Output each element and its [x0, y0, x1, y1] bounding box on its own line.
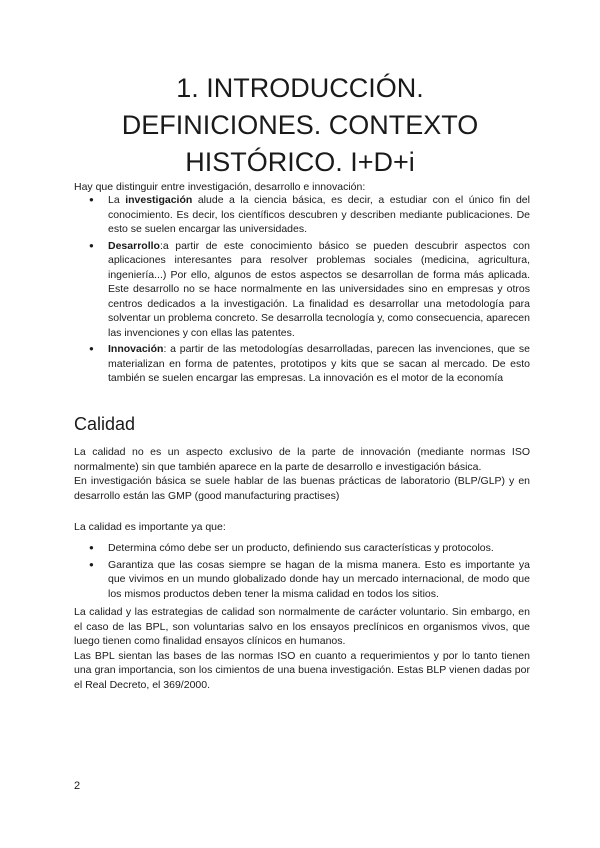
paragraph-text: La calidad y las estrategias de calidad son normalmente de carácter voluntario. Sin embargo, en el caso de las BPL, son voluntarias salvo en los ensayos preclínicos en organismos vivos, que luego tienen como finalidad ensayos clínicos en humanos.	[74, 606, 530, 647]
page-title	[74, 70, 526, 181]
paragraph-text: La calidad no es un aspecto exclusivo de la parte de innovación (mediante normas ISO normalmente) sin que también aparece en la parte de desarrollo e investigación básica.	[74, 446, 530, 473]
quality-paragraph-3	[74, 605, 530, 692]
page-number: 2	[74, 780, 81, 792]
definition-term: Innovación	[108, 343, 164, 355]
section-heading: Calidad	[74, 414, 136, 434]
title-line-1: 1. INTRODUCCIÓN.	[176, 73, 424, 103]
definition-text: : a partir de las metodologías desarrolladas, parecen las invenciones, que se materializan en forma de patentes, prototipos y kits que se sacan al mercado. De esto también se suelen encargar las empresas. La innovación es el motor de la economía	[108, 343, 530, 384]
list-item	[74, 342, 530, 386]
list-item: ● Garantiza que las cosas siempre se hagan de la misma manera. Esto es importante ya que vivimos en un mundo globalizado donde hay un mercado internacional, de modo que los mismos productos deben tener la misma calidad en todos los sitios.	[74, 558, 530, 602]
quality-paragraph-2: La calidad es importante ya que:	[74, 521, 226, 533]
title-line-3: HISTÓRICO. I+D+i	[185, 147, 415, 177]
list-item	[74, 193, 530, 237]
quality-paragraph-1	[74, 445, 530, 503]
intro-paragraph: Hay que distinguir entre investigación, desarrollo e innovación:	[74, 181, 366, 193]
title-line-2: DEFINICIONES. CONTEXTO	[121, 110, 479, 140]
paragraph-text: Las BPL sientan las bases de las normas ISO en cuanto a requerimientos y por lo tanto tienen una gran importancia, son los cimientos de una buena investigación. Estas BLP vienen dadas por el Real Decreto, el 369/2000.	[74, 649, 530, 691]
paragraph-text: En investigación básica se suele hablar de las buenas prácticas de laboratorio (BLP/GLP) y en desarrollo están las GMP (good manufacturing practises)	[74, 475, 530, 502]
definitions-list	[74, 193, 530, 386]
definition-prefix: La	[108, 194, 126, 206]
definition-term: Desarrollo	[108, 239, 160, 252]
list-item	[74, 239, 530, 341]
quality-list	[74, 541, 530, 601]
definition-text: alude a la ciencia básica, es decir, a estudiar con el único fin del conocimiento. Es decir, los científicos descubren y describen mediante publicaciones. De esto se suelen encargar las universidades.	[108, 194, 530, 235]
definition-text: :a partir de este conocimiento básico se pueden descubrir aspectos con aplicaciones interesantes para resolver problemas sociales (medicina, agricultura, ingeniería...) Por ello, algunos de estos aspectos se desarrollan de forma más aplicada. Este desarrollo no se hace normalmente en las universidades sino en empresas y otros centros dedicados a la investigación. La finalidad es desarrollar una metodología para solventar un problema concreto. Se desarrolla tecnología y, como consecuencia, aparecen las invenciones y con ellas las patentes.	[108, 239, 530, 339]
definition-term: investigación	[125, 194, 193, 206]
list-item: ● Determina cómo debe ser un producto, definiendo sus características y protocolos.	[74, 541, 530, 556]
